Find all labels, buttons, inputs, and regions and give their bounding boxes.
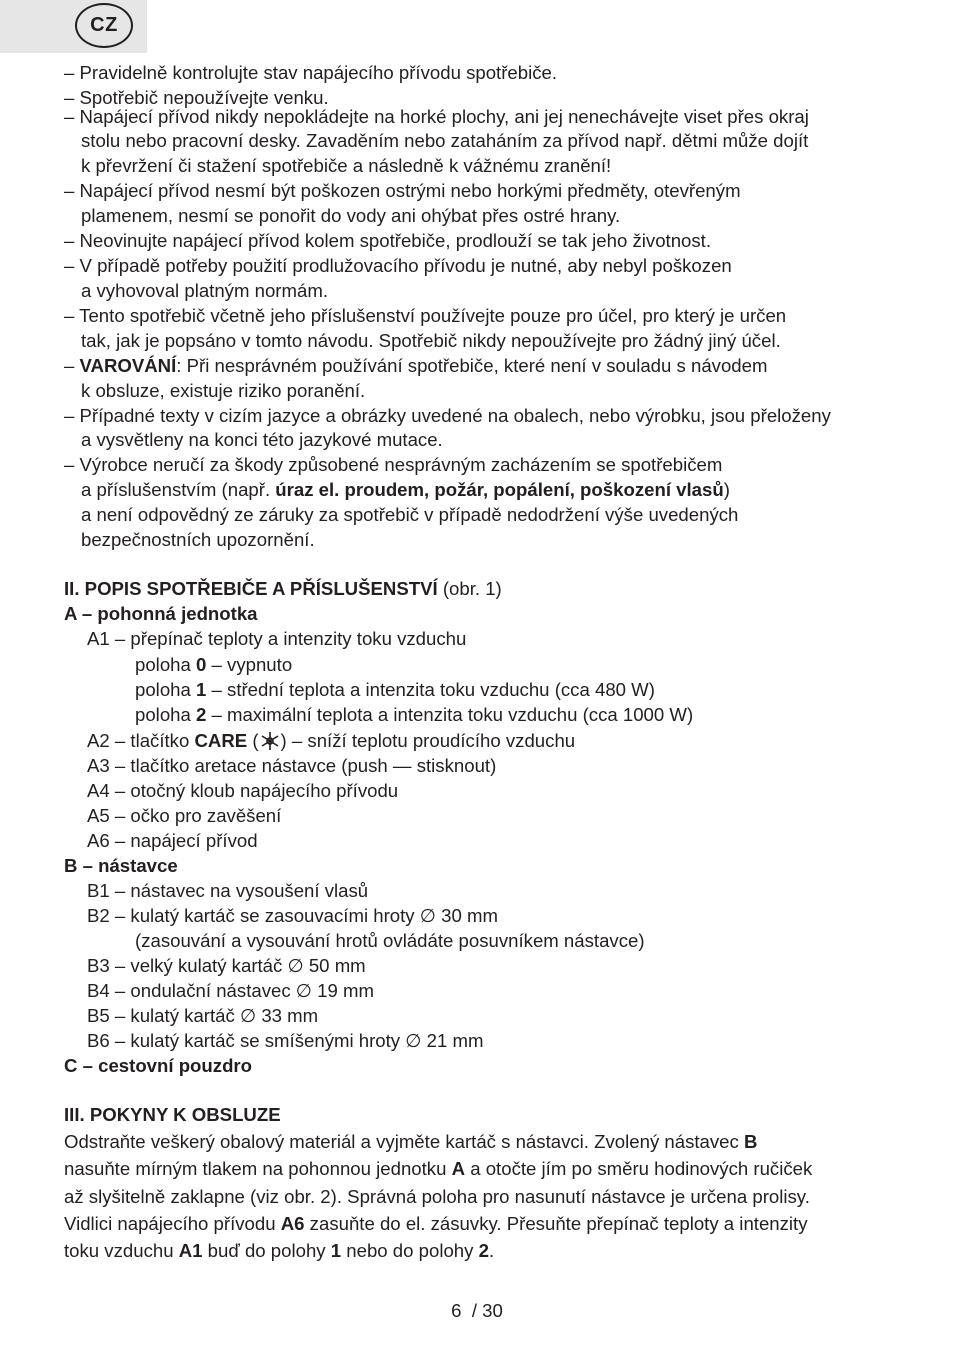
- language-tab: [0, 0, 147, 53]
- safety-line: – Napájecí přívod nikdy nepokládejte na horké plochy, ani jej nenechávejte viset přes okraj: [64, 106, 809, 127]
- paragraph-line: toku vzduchu A1 buď do polohy 1 nebo do polohy 2.: [64, 1240, 495, 1261]
- liability-line: a příslušenstvím (např. úraz el. proudem, požár, popálení, poškození vlasů): [81, 479, 730, 500]
- paragraph-line: až slyšitelně zaklapne (viz obr. 2). Správná poloha pro nasunutí nástavce je určena prolisy.: [64, 1186, 810, 1207]
- part-item: A3 – tlačítko aretace nástavce (push — stisknout): [87, 755, 497, 776]
- part-item: A5 – očko pro zavěšení: [87, 805, 282, 826]
- part-item: A4 – otočný kloub napájecího přívodu: [87, 780, 399, 801]
- part-item: B2 – kulatý kartáč se zasouvacími hroty ∅ 30 mm: [87, 905, 498, 926]
- translations-line: a vysvětleny na konci této jazykové mutace.: [81, 429, 443, 450]
- safety-line: stolu nebo pracovní desky. Zavaděním nebo zataháním za přívod např. dětmi může dojít: [81, 130, 809, 151]
- safety-line: plamenem, nesmí se ponořit do vody ani ohýbat přes ostré hrany.: [81, 205, 621, 226]
- part-item: B4 – ondulační nástavec ∅ 19 mm: [87, 980, 374, 1001]
- safety-line: a vyhovoval platným normám.: [81, 280, 328, 301]
- care-snowflake-icon: [259, 731, 281, 751]
- warning-line: – VAROVÁNÍ: Při nesprávném používání spotřebiče, které není v souladu s návodem: [64, 355, 768, 376]
- translations-line: – Případné texty v cizím jazyce a obrázky uvedené na obalech, nebo výrobku, jsou přeloženy: [64, 405, 831, 426]
- safety-line: – Napájecí přívod nesmí být poškozen ostrými nebo horkými předměty, otevřeným: [64, 180, 741, 201]
- part-item: A1 – přepínač teploty a intenzity toku vzduchu: [87, 628, 467, 649]
- section-title: II. POPIS SPOTŘEBIČE A PŘÍSLUŠENSTVÍ (obr. 1): [64, 578, 502, 599]
- group-heading: A – pohonná jednotka: [64, 603, 258, 624]
- safety-line: k převržení či stažení spotřebiče a následně k vážnému zranění!: [81, 155, 612, 176]
- safety-line: – Pravidelně kontrolujte stav napájecího přívodu spotřebiče.: [64, 62, 558, 83]
- warning-line: k obsluze, existuje riziko poranění.: [81, 380, 366, 401]
- part-item: B3 – velký kulatý kartáč ∅ 50 mm: [87, 955, 366, 976]
- part-item: A6 – napájecí přívod: [87, 830, 258, 851]
- page-number: 6 / 30: [451, 1300, 503, 1321]
- liability-line: – Výrobce neručí za škody způsobené nesprávným zacházením se spotřebičem: [64, 454, 723, 475]
- paragraph-line: nasuňte mírným tlakem na pohonnou jednotku A a otočte jím po směru hodinových ručiček: [64, 1158, 813, 1179]
- section-title: III. POKYNY K OBSLUZE: [64, 1104, 281, 1125]
- liability-line: a není odpovědný ze záruky za spotřebič v případě nedodržení výše uvedených: [81, 504, 739, 525]
- warning-label: VAROVÁNÍ: [79, 355, 177, 376]
- part-item: A2 – tlačítko CARE ( ) – sníží teplotu proudícího vzduchu: [87, 730, 576, 751]
- position-item: poloha 2 – maximální teplota a intenzita toku vzduchu (cca 1000 W): [135, 704, 694, 725]
- safety-line: – Tento spotřebič včetně jeho příslušenství používejte pouze pro účel, pro který je určen: [64, 305, 787, 326]
- position-item: poloha 0 – vypnuto: [135, 654, 293, 675]
- position-item: poloha 1 – střední teplota a intenzita toku vzduchu (cca 480 W): [135, 679, 655, 700]
- part-item: B6 – kulatý kartáč se smíšenými hroty ∅ 21 mm: [87, 1030, 484, 1051]
- group-heading: C – cestovní pouzdro: [64, 1055, 253, 1076]
- group-heading: B – nástavce: [64, 855, 178, 876]
- paragraph-line: Odstraňte veškerý obalový materiál a vyjměte kartáč s nástavci. Zvolený nástavec B: [64, 1131, 758, 1152]
- safety-line: – V případě potřeby použití prodlužovacího přívodu je nutné, aby nebyl poškozen: [64, 255, 732, 276]
- safety-line: – Spotřebič nepoužívejte venku.: [64, 87, 329, 108]
- part-item: B5 – kulatý kartáč ∅ 33 mm: [87, 1005, 319, 1026]
- part-note: (zasouvání a vysouvání hrotů ovládáte posuvníkem nástavce): [135, 930, 645, 951]
- language-badge: CZ: [75, 3, 133, 48]
- liability-line: bezpečnostních upozornění.: [81, 529, 315, 550]
- safety-line: – Neovinujte napájecí přívod kolem spotřebiče, prodlouží se tak jeho životnost.: [64, 230, 712, 251]
- paragraph-line: Vidlici napájecího přívodu A6 zasuňte do el. zásuvky. Přesuňte přepínač teploty a intenzity: [64, 1213, 808, 1234]
- safety-line: tak, jak je popsáno v tomto návodu. Spotřebič nikdy nepoužívejte pro žádný jiný účel.: [81, 330, 781, 351]
- part-item: B1 – nástavec na vysoušení vlasů: [87, 880, 369, 901]
